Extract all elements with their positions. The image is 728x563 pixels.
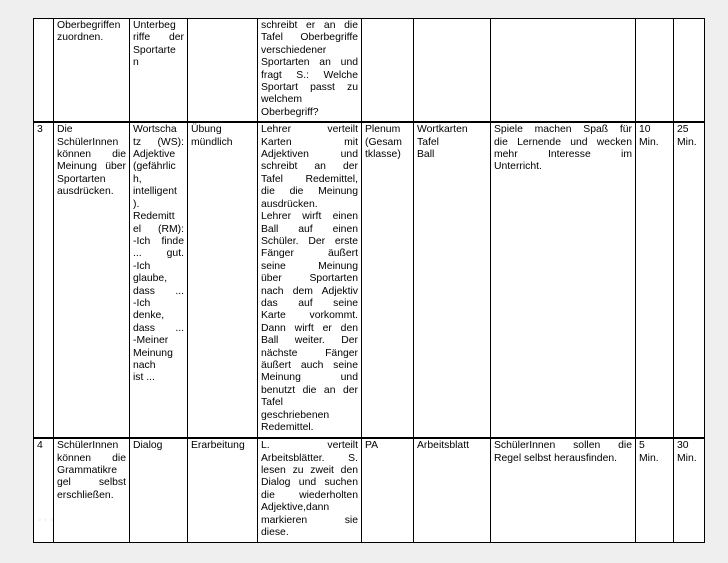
cell-text-line: lesen zu zweit den xyxy=(261,465,358,477)
cell-text-line: ist ... xyxy=(133,372,155,384)
cell-text-line: zuordnen. xyxy=(57,32,104,44)
cell-text-line: Fänger äußert xyxy=(261,248,358,260)
time-cell xyxy=(636,19,674,123)
cell-text-line: PA xyxy=(365,440,379,452)
cell-text-line: Sportarte xyxy=(133,44,176,56)
activity-form-cell xyxy=(188,122,258,438)
cell-text-line: 3 xyxy=(37,124,43,136)
cell-text-line: können die xyxy=(57,452,126,464)
lesson-plan-table xyxy=(33,18,705,543)
cell-text-line: Oberbegriffen xyxy=(57,20,121,31)
cell-text-line: äußert auch seine xyxy=(261,359,358,371)
table-row xyxy=(34,438,705,542)
procedure-cell xyxy=(258,122,362,438)
cell-text-line: Tafel xyxy=(417,136,439,148)
cell-text-line: welchem xyxy=(261,94,302,106)
cell-text-line: Schüler. Der erste xyxy=(261,235,358,247)
cell-text-line: dass ... xyxy=(133,285,184,297)
cell-text-line: Meinung xyxy=(133,347,173,359)
cell-text-line: tklasse) xyxy=(365,149,401,161)
cell-text-line: mehr Interesse im xyxy=(494,149,632,161)
cell-text-line: mündlich xyxy=(191,136,233,148)
time-cell xyxy=(636,122,674,438)
cell-text-line: -Meiner xyxy=(133,335,169,347)
cell-text-line: erschließen. xyxy=(57,489,114,501)
cell-text-line: geschriebenen xyxy=(261,409,330,421)
cell-text-line: die wiederholten xyxy=(261,489,358,501)
cell-text-line: über Sportarten xyxy=(261,273,358,285)
cell-text-line: fragt S.: Welche xyxy=(261,69,358,81)
cell-text-line: das auf seine xyxy=(261,297,358,309)
cell-text-line: (Gesam xyxy=(365,136,402,148)
cell-text-line: Karten mit xyxy=(261,136,358,148)
social-form-cell xyxy=(362,19,414,123)
cell-text-line: Adjektive,dann xyxy=(261,502,330,514)
cell-text-line: denke, xyxy=(133,310,165,322)
cell-text-line: ). xyxy=(133,198,140,210)
cell-text-line: nächste Fänger xyxy=(261,347,358,359)
cell-text-line: h, xyxy=(133,173,142,185)
media-cell xyxy=(414,19,491,123)
cell-text-line: Unterricht. xyxy=(494,161,542,173)
cell-text-line: Min. xyxy=(639,452,659,464)
learning-goal-cell xyxy=(54,19,130,123)
cell-text-line: Wortscha xyxy=(133,124,177,136)
cell-text-line: -Ich xyxy=(133,260,151,272)
cell-text-line: die die Meinung xyxy=(261,186,358,198)
cell-text-line: intelligent xyxy=(133,186,177,198)
total-time-cell xyxy=(674,122,705,438)
cell-text-line: (gefährlic xyxy=(133,161,176,173)
cell-text-line: L. verteilt xyxy=(261,440,358,452)
cell-text-line: nach xyxy=(133,359,156,371)
cell-text-line: ... gut. xyxy=(133,248,184,260)
procedure-cell xyxy=(258,19,362,123)
cell-text-line: Unterbeg xyxy=(133,20,176,31)
cell-text-line: dass ... xyxy=(133,322,184,334)
cell-text-line: Dialog und suchen xyxy=(261,477,358,489)
procedure-cell xyxy=(258,438,362,542)
media-cell xyxy=(414,438,491,542)
cell-text-line: ausdrücken. xyxy=(261,198,318,210)
cell-text-line: el (RM): xyxy=(133,223,184,235)
cell-text-line: Wortkarten xyxy=(417,124,468,136)
cell-text-line: Oberbegriff? xyxy=(261,106,319,118)
cell-text-line: Plenum xyxy=(365,124,401,136)
cell-text-line: 30 xyxy=(677,440,689,452)
cell-text-line: Min. xyxy=(677,452,697,464)
table-row xyxy=(34,19,705,123)
cell-text-line: Redemitt xyxy=(133,211,175,223)
social-form-cell xyxy=(362,438,414,542)
cell-text-line: benutzt die an der xyxy=(261,384,358,396)
cell-text-line: Übung xyxy=(191,124,222,136)
cell-text-line: Spiele machen Spaß für xyxy=(494,124,632,136)
cell-text-line: schreibt an der xyxy=(261,161,358,173)
activity-form-cell xyxy=(188,438,258,542)
cell-text-line: Ball xyxy=(417,149,435,161)
step-number-cell xyxy=(34,122,54,438)
time-cell xyxy=(636,438,674,542)
cell-text-line: Arbeitsblätter. S. xyxy=(261,452,358,464)
table-row xyxy=(34,122,705,438)
cell-text-line: Dialog xyxy=(133,440,163,452)
cell-text-line: gel selbst xyxy=(57,477,126,489)
cell-text-line: Tafel xyxy=(261,397,283,409)
step-number-cell xyxy=(34,19,54,123)
cell-text-line: Meinung über xyxy=(57,161,126,173)
cell-text-line: Ball weiter. Der xyxy=(261,335,358,347)
cell-text-line: Sportarten an und xyxy=(261,57,358,69)
cell-text-line: -Ich xyxy=(133,297,151,309)
cell-text-line: Regel selbst herausfinden. xyxy=(494,452,618,464)
cell-text-line: Grammatikre xyxy=(57,465,118,477)
cell-text-line: diese. xyxy=(261,527,289,539)
cell-text-line: ausdrücken. xyxy=(57,186,114,198)
cell-text-line: -Ich finde xyxy=(133,235,184,247)
content-cell xyxy=(130,122,188,438)
cell-text-line: Lehrer wirft einen xyxy=(261,211,358,223)
learning-goal-cell xyxy=(54,438,130,542)
step-number-cell xyxy=(34,438,54,542)
cell-text-line: SchülerInnen xyxy=(57,440,119,452)
cell-text-line: Meinung und xyxy=(261,372,358,384)
cell-text-line: 4 xyxy=(37,440,43,452)
cell-text-line: Tafel Oberbegriffe xyxy=(261,32,358,44)
cell-text-line: 5 xyxy=(639,440,645,452)
cell-text-line: riffe der xyxy=(133,32,184,44)
rationale-cell xyxy=(491,122,636,438)
cell-text-line: Redemittel. xyxy=(261,422,314,433)
cell-text-line: 10 xyxy=(639,124,651,136)
media-cell xyxy=(414,122,491,438)
cell-text-line: nach dem Adjektiv xyxy=(261,285,358,297)
content-cell xyxy=(130,19,188,123)
content-cell xyxy=(130,438,188,542)
cell-text-line: seine Meinung xyxy=(261,260,358,272)
cell-text-line: SchülerInnen sollen die xyxy=(494,440,632,452)
rationale-cell xyxy=(491,19,636,123)
cell-text-line: SchülerInnen xyxy=(57,136,119,148)
cell-text-line: verschiedener xyxy=(261,44,327,56)
learning-goal-cell xyxy=(54,122,130,438)
activity-form-cell xyxy=(188,19,258,123)
cell-text-line: können die xyxy=(57,149,126,161)
cell-text-line: markieren sie xyxy=(261,514,358,526)
total-time-cell xyxy=(674,438,705,542)
watermark: ◦ ◦ ◦ xyxy=(38,515,54,524)
cell-text-line: n xyxy=(133,57,139,69)
cell-text-line: Adjektive xyxy=(133,149,176,161)
cell-text-line: Tafel Redemittel, xyxy=(261,173,358,185)
cell-text-line: Lehrer verteilt xyxy=(261,124,358,136)
cell-text-line: Sportart passt zu xyxy=(261,82,358,94)
cell-text-line: die Lernende und wecken xyxy=(494,136,632,148)
cell-text-line: Dann wirft er den xyxy=(261,322,358,334)
social-form-cell xyxy=(362,122,414,438)
cell-text-line: Min. xyxy=(639,136,659,148)
cell-text-line: Erarbeitung xyxy=(191,440,245,452)
cell-text-line: tz (WS): xyxy=(133,136,184,148)
cell-text-line: Karte vorkommt. xyxy=(261,310,358,322)
rationale-cell xyxy=(491,438,636,542)
cell-text-line: schreibt er an die xyxy=(261,20,358,31)
cell-text-line: glaube, xyxy=(133,273,168,285)
cell-text-line: Die xyxy=(57,124,73,136)
cell-text-line: Ball auf einen xyxy=(261,223,358,235)
total-time-cell xyxy=(674,19,705,123)
cell-text-line: Arbeitsblatt xyxy=(417,440,469,452)
cell-text-line: Adjektiven und xyxy=(261,149,358,161)
cell-text-line: 25 xyxy=(677,124,689,136)
cell-text-line: Sportarten xyxy=(57,173,106,185)
cell-text-line: Min. xyxy=(677,136,697,148)
